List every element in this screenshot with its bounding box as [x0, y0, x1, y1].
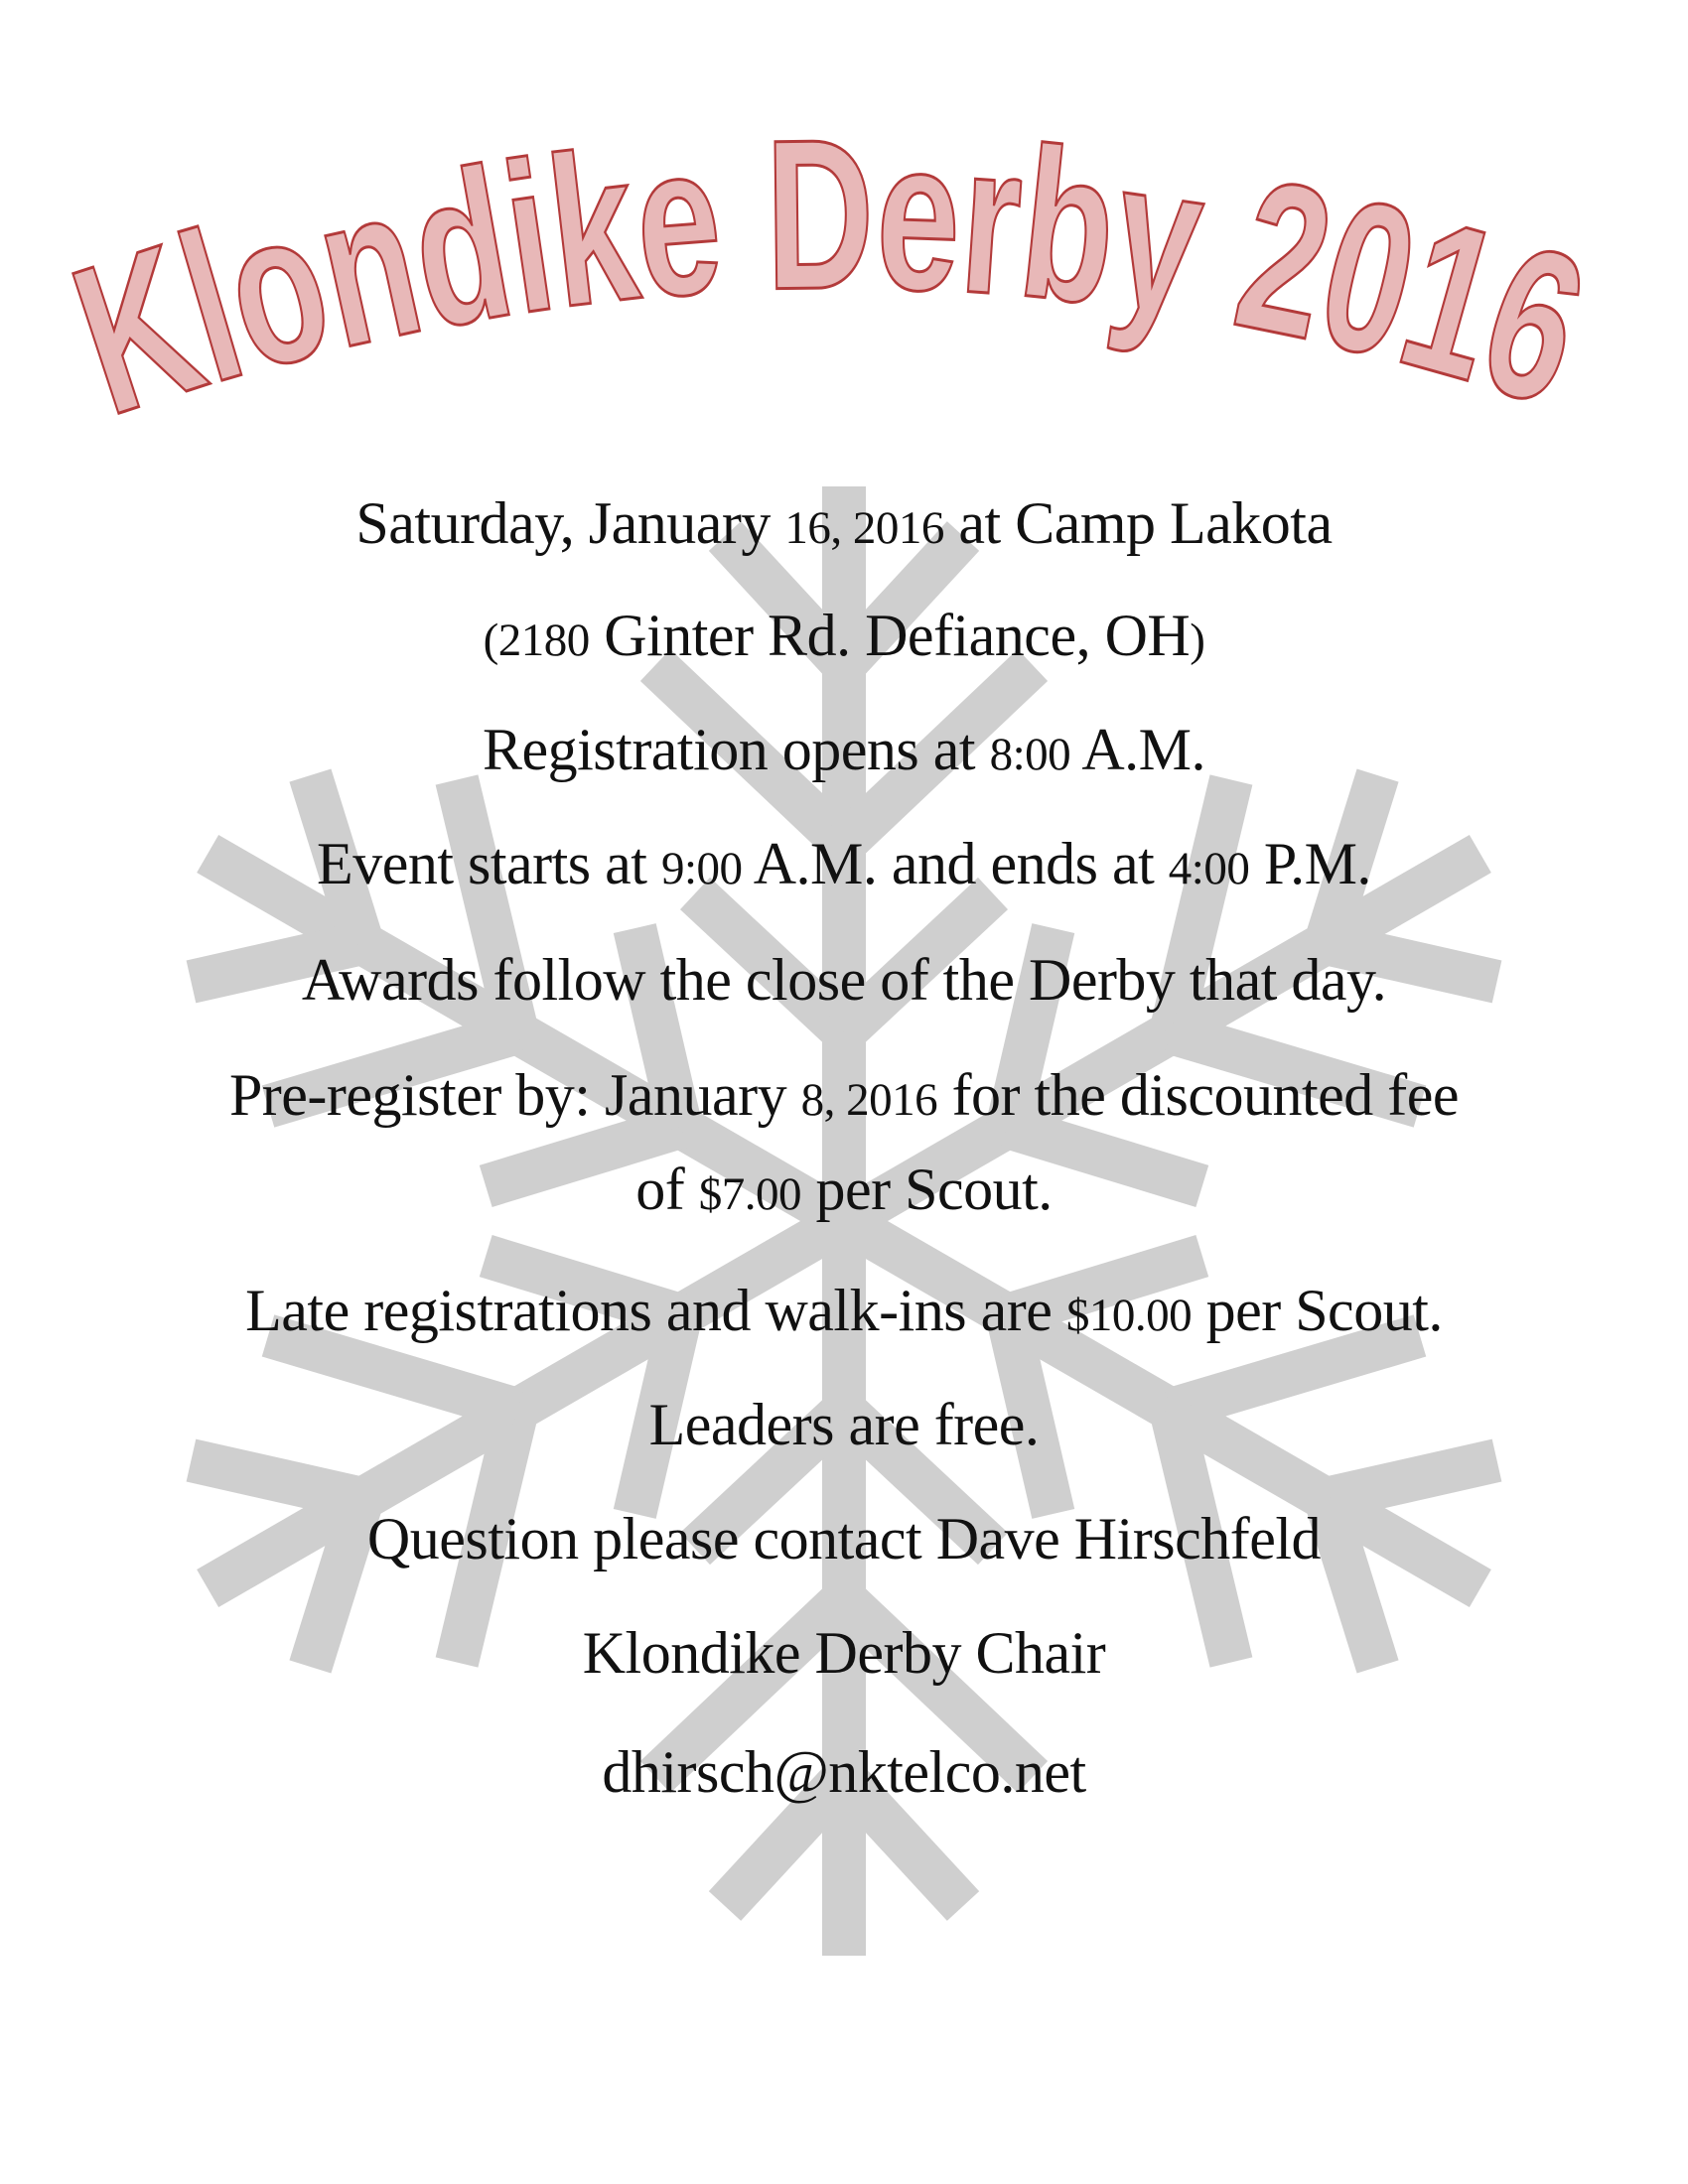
preregister-fee-line: of $7.00 per Scout.	[635, 1157, 1053, 1222]
event-date-line: Saturday, January 16, 2016 at Camp Lakota	[355, 490, 1333, 556]
title-text: Klondike Derby 2016	[49, 93, 1644, 462]
event-address-line: (2180 Ginter Rd. Defiance, OH)	[483, 603, 1205, 668]
registration-line: Registration opens at 8:00 A.M.	[482, 717, 1205, 782]
event-times-line: Event starts at 9:00 A.M. and ends at 4:00 P.M.	[317, 831, 1371, 896]
late-registration-line: Late registrations and walk-ins are $10.00 per Scout.	[245, 1278, 1443, 1343]
contact-question-line: Question please contact Dave Hirschfeld	[366, 1506, 1322, 1571]
contact-title-line: Klondike Derby Chair	[582, 1620, 1106, 1686]
leaders-free-line: Leaders are free.	[648, 1392, 1040, 1457]
contact-email: dhirsch@nktelco.net	[602, 1739, 1086, 1805]
awards-line: Awards follow the close of the Derby that day.	[301, 947, 1387, 1013]
preregister-line: Pre-register by: January 8, 2016 for the discounted fee	[228, 1062, 1460, 1128]
